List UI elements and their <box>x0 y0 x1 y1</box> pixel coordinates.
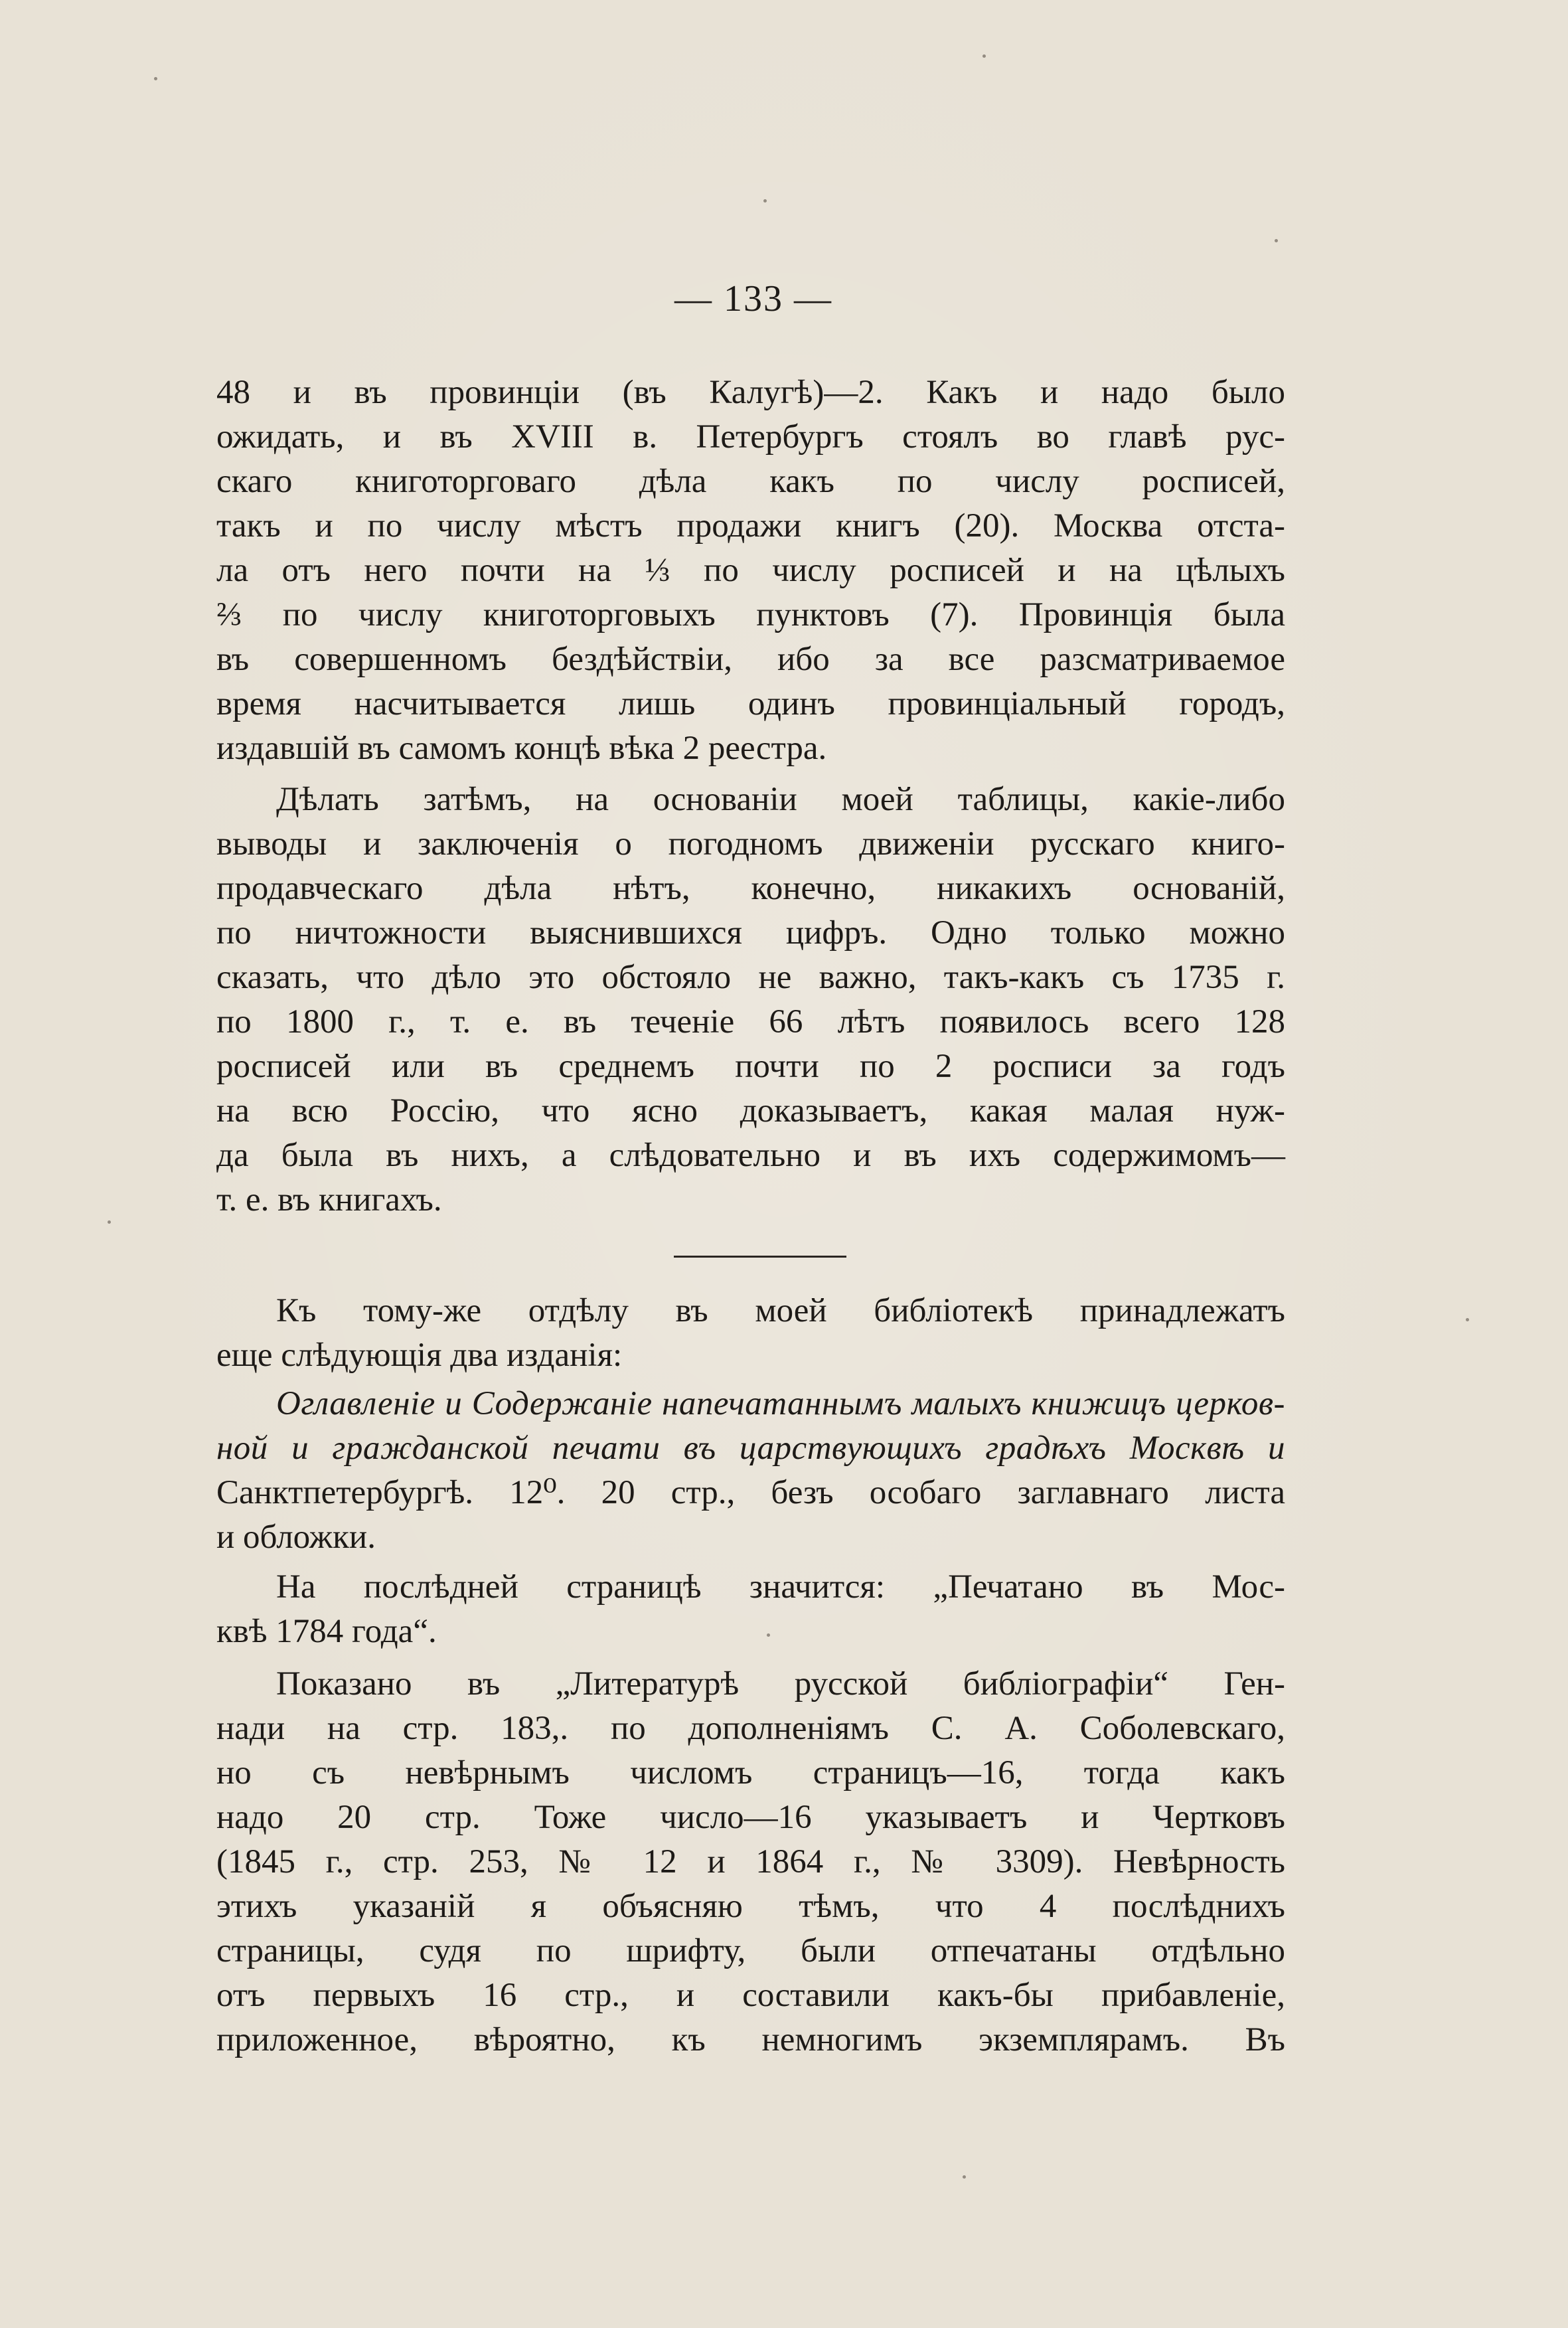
text-line: да была въ нихъ, а слѣдовательно и въ ихъ содержимомъ— <box>216 1137 1285 1174</box>
text-line: и обложки. <box>216 1519 376 1556</box>
text-line: но съ невѣрнымъ числомъ страницъ—16, тогда какъ <box>216 1754 1285 1791</box>
book-title-line: ной и гражданской печати въ царствующихъ градѣхъ Москвѣ и <box>216 1430 1285 1467</box>
paper-speck <box>1466 1318 1469 1321</box>
text-line: т. е. въ книгахъ. <box>216 1181 442 1218</box>
text-line: нади на стр. 183,. по дополненіямъ С. А. Соболевскаго, <box>216 1710 1285 1747</box>
text-line: въ совершенномъ бездѣйствіи, ибо за все разсматриваемое <box>216 641 1285 678</box>
text-line: приложенное, вѣроятно, къ немногимъ экземплярамъ. Въ <box>216 2021 1285 2058</box>
page-number: — 133 — <box>674 278 832 319</box>
text-line: страницы, судя по шрифту, были отпечатаны отдѣльно <box>216 1932 1285 1969</box>
paper-speck <box>154 77 157 80</box>
text-line: Дѣлать затѣмъ, на основаніи моей таблицы, какіе-либо <box>276 781 1285 818</box>
text-line: надо 20 стр. Тоже число—16 указываетъ и Чертковъ <box>216 1799 1285 1836</box>
text-line: квѣ 1784 года“. <box>216 1613 437 1650</box>
text-line: На послѣдней страницѣ значится: „Печатано въ Мос- <box>276 1568 1285 1606</box>
text-line: на всю Россію, что ясно доказываетъ, какая малая нуж- <box>216 1092 1285 1129</box>
text-line: такъ и по числу мѣстъ продажи книгъ (20). Москва отста- <box>216 507 1285 544</box>
paragraph <box>216 1662 1285 2062</box>
text-line: (1845 г., стр. 253, № 12 и 1864 г., № 3309). Невѣрность <box>216 1843 1285 1880</box>
book-entry <box>216 1382 1285 1560</box>
text-line: Показано въ „Литературѣ русской библіографіи“ Ген- <box>276 1665 1285 1703</box>
text-line: по ничтожности выяснившихся цифръ. Одно только можно <box>216 914 1285 952</box>
text-line: скаго книготорговаго дѣла какъ по числу росписей, <box>216 463 1285 500</box>
section-divider <box>674 1256 846 1258</box>
text-line: издавшій въ самомъ концѣ вѣка 2 реестра. <box>216 730 827 767</box>
paragraph <box>216 371 1285 771</box>
paper-speck <box>763 199 767 203</box>
text-body <box>216 371 1285 2062</box>
text-line: 48 и въ провинціи (въ Калугѣ)—2. Какъ и надо было <box>216 374 1285 411</box>
paragraph <box>216 1289 1285 1378</box>
text-line: время насчитывается лишь одинъ провинціальный городъ, <box>216 685 1285 722</box>
text-line: выводы и заключенія о погодномъ движеніи русскаго книго- <box>216 825 1285 863</box>
text-line: росписей или въ среднемъ почти по 2 росписи за годъ <box>216 1048 1285 1085</box>
paper-speck <box>963 2175 966 2179</box>
text-line: по 1800 г., т. е. въ теченіе 66 лѣтъ появилось всего 128 <box>216 1003 1285 1040</box>
paper-speck <box>1275 239 1278 242</box>
text-line: еще слѣдующія два изданія: <box>216 1337 623 1374</box>
text-line: сказать, что дѣло это обстояло не важно, такъ-какъ съ 1735 г. <box>216 959 1285 996</box>
text-line: продавческаго дѣла нѣтъ, конечно, никакихъ основаній, <box>216 870 1285 907</box>
paper-speck <box>767 1633 770 1637</box>
text-line: Санктпетербургѣ. 12⁰. 20 стр., безъ особаго заглавнаго листа <box>216 1474 1285 1511</box>
book-title-line: Оглавленіе и Содержаніе напечатаннымъ малыхъ книжицъ церков- <box>276 1385 1285 1422</box>
paragraph <box>216 1565 1285 1654</box>
paragraph <box>216 778 1285 1222</box>
text-line: ла отъ него почти на ⅓ по числу росписей и на цѣлыхъ <box>216 552 1285 589</box>
text-line: отъ первыхъ 16 стр., и составили какъ-бы прибавленіе, <box>216 1977 1285 2014</box>
paper-speck <box>982 54 986 58</box>
text-line: этихъ указаній я объясняю тѣмъ, что 4 послѣднихъ <box>216 1888 1285 1925</box>
text-line: ⅔ по числу книготорговыхъ пунктовъ (7). Провинція была <box>216 596 1285 633</box>
paper-speck <box>108 1220 111 1224</box>
text-line: ожидать, и въ XVIII в. Петербургъ стоялъ во главѣ рус- <box>216 418 1285 456</box>
text-line: Къ тому-же отдѣлу въ моей библіотекѣ принадлежатъ <box>276 1292 1285 1329</box>
